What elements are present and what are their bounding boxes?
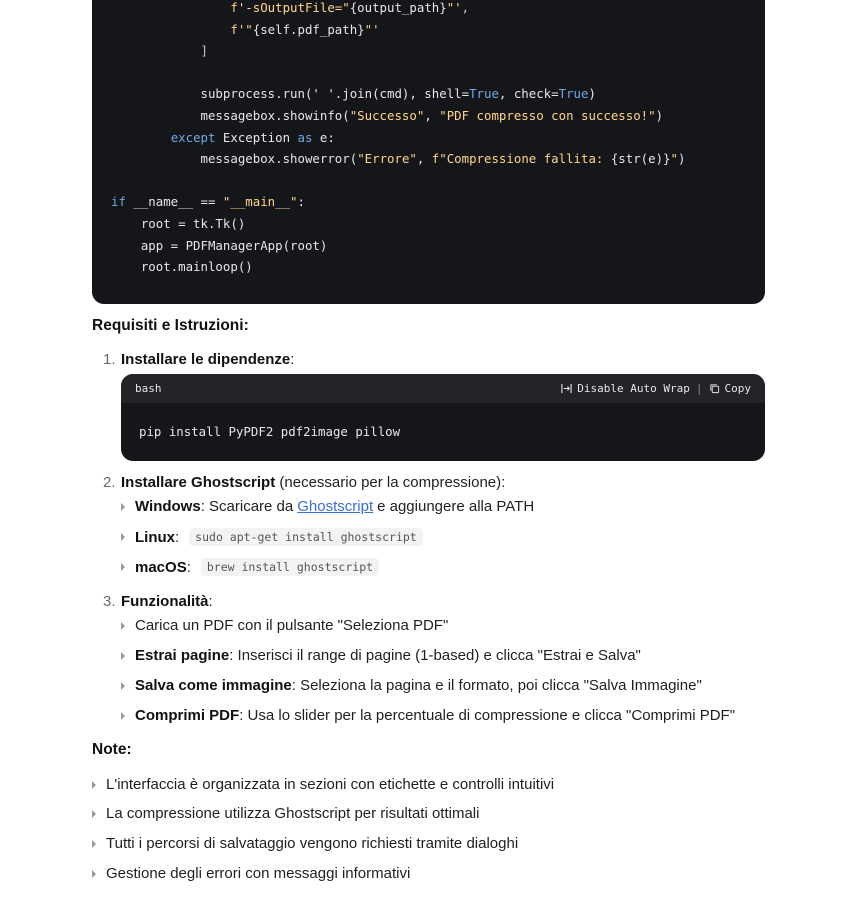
- step-3-number: 3.: [103, 593, 116, 610]
- windows-text: : Scaricare da: [200, 498, 294, 515]
- code-language-label: bash: [135, 382, 162, 395]
- step-2: [103, 474, 505, 491]
- bullet-icon: [121, 622, 125, 630]
- copy-icon: [709, 383, 720, 394]
- step-3: [103, 593, 213, 610]
- step-2-number: 2.: [103, 474, 116, 491]
- note-text: Tutti i percorsi di salvataggio vengono richiesti tramite dialoghi: [106, 835, 519, 852]
- linux-colon: :: [175, 528, 180, 546]
- step-1-colon: :: [290, 351, 295, 368]
- note-item: [92, 835, 518, 852]
- code-line: if __name__ == "__main__":: [111, 194, 305, 210]
- python-code-block: [92, 0, 765, 304]
- ghostscript-link[interactable]: Ghostscript: [297, 498, 374, 515]
- list-item-macos: [121, 558, 379, 576]
- note-item: [92, 865, 410, 882]
- code-line: root = tk.Tk(): [111, 215, 246, 231]
- bash-code-block: [121, 374, 765, 461]
- wrap-icon: [561, 383, 572, 394]
- copy-label: Copy: [724, 382, 751, 395]
- windows-text-2: e aggiungere alla PATH: [377, 498, 535, 515]
- bullet-icon: [121, 533, 125, 541]
- code-line: f'"{self.pdf_path}"': [111, 21, 380, 37]
- comprimi-text: : Usa lo slider per la percentuale di compressione e clicca "Comprimi PDF": [239, 707, 736, 724]
- bullet-icon: [92, 870, 96, 878]
- bullet-icon: [121, 563, 125, 571]
- salva-label: Salva come immagine: [135, 677, 292, 694]
- code-line: [111, 170, 685, 192]
- note-heading: Note:: [92, 741, 132, 758]
- note-text: Gestione degli errori con messaggi informativi: [106, 865, 411, 882]
- code-line: messagebox.showinfo("Successo", "PDF compresso con successo!"): [111, 107, 664, 123]
- salva-text: : Seleziona la pagina e il formato, poi clicca "Salva Immagine": [291, 677, 702, 694]
- list-item-carica: [121, 617, 448, 634]
- estrai-label: Estrai pagine: [135, 647, 230, 664]
- bullet-icon: [92, 840, 96, 848]
- bash-code: pip install PyPDF2 pdf2image pillow: [139, 424, 401, 439]
- code-line: ]: [111, 43, 208, 59]
- code-line: app = PDFManagerApp(root): [111, 237, 328, 253]
- code-line: messagebox.showerror("Errore", f"Compressione fallita: {str(e)}"): [111, 151, 686, 167]
- step-1-title: Installare le dipendenze: [121, 351, 291, 368]
- bullet-icon: [92, 781, 96, 789]
- linux-label: Linux: [135, 528, 175, 546]
- code-block-header: [121, 374, 765, 403]
- macos-colon: :: [186, 558, 191, 576]
- list-item-linux: [121, 528, 423, 546]
- bullet-icon: [121, 682, 125, 690]
- linux-command: sudo apt-get install ghostscript: [189, 528, 423, 546]
- step-1-number: 1.: [103, 351, 116, 368]
- disable-auto-wrap-label: Disable Auto Wrap: [577, 382, 690, 395]
- python-code: [111, 0, 685, 278]
- windows-label: Windows: [135, 498, 201, 515]
- list-item-windows: [121, 498, 534, 515]
- toolbar-divider: |: [695, 382, 703, 395]
- code-line: subprocess.run(' '.join(cmd), shell=True, check=True): [111, 86, 596, 102]
- copy-button[interactable]: [709, 382, 752, 395]
- macos-command: brew install ghostscript: [201, 558, 379, 576]
- step-2-title: Installare Ghostscript: [121, 474, 276, 491]
- step-3-title: Funzionalità: [121, 593, 209, 610]
- bullet-icon: [121, 652, 125, 660]
- macos-label: macOS: [135, 558, 187, 576]
- step-2-desc: (necessario per la compressione):: [275, 474, 506, 491]
- comprimi-label: Comprimi PDF: [135, 707, 240, 724]
- note-text: L'interfaccia è organizzata in sezioni con etichette e controlli intuitivi: [106, 776, 555, 793]
- bullet-icon: [121, 712, 125, 720]
- code-line: [111, 62, 685, 84]
- list-item-comprimi: [121, 707, 735, 724]
- carica-text: Carica un PDF con il pulsante "Seleziona PDF": [135, 617, 449, 634]
- step-3-colon: :: [208, 593, 213, 610]
- code-line: except Exception as e:: [170, 129, 335, 145]
- requisiti-heading: Requisiti e Istruzioni:: [92, 317, 249, 334]
- code-line: root.mainloop(): [111, 259, 253, 275]
- step-1: [103, 351, 294, 368]
- bullet-icon: [121, 503, 125, 511]
- disable-auto-wrap-button[interactable]: [561, 382, 690, 395]
- bullet-icon: [92, 810, 96, 818]
- estrai-text: : Inserisci il range di pagine (1-based) e clicca "Estrai e Salva": [229, 647, 641, 664]
- list-item-salva: [121, 677, 702, 694]
- code-line: f'-sOutputFile="{output_path}"',: [111, 0, 470, 15]
- note-item: [92, 776, 554, 793]
- note-text: La compressione utilizza Ghostscript per risultati ottimali: [106, 805, 480, 822]
- note-item: [92, 805, 479, 822]
- list-item-estrai: [121, 647, 641, 664]
